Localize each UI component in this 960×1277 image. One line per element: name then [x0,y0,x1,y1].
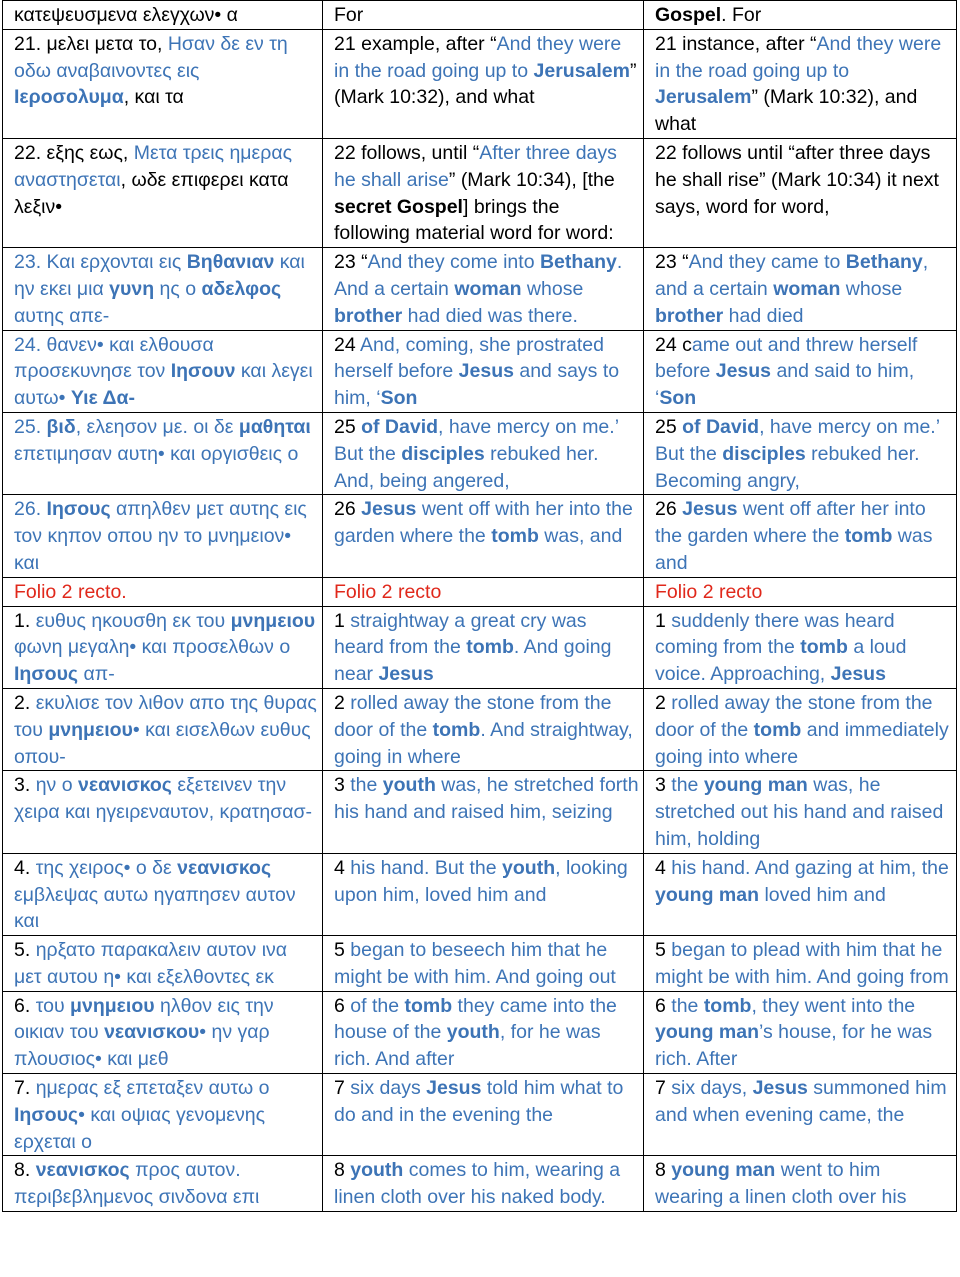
text-segment: tomb [404,994,453,1017]
text-segment: tomb [466,636,514,659]
text-segment: Folio 2 recto. [14,580,127,603]
text-segment: 6 [655,994,672,1017]
text-segment: For [334,4,364,26]
greek-text-cell [3,853,323,935]
text-segment: ” (Mark 10:34), [the [448,168,615,191]
text-segment: 26. [14,498,47,521]
text-segment: ’s house, for he was rich. After [655,1021,933,1071]
text-segment: επετιμησαν αυτη• και οργισθεις ο [14,442,299,465]
text-segment: ame out and threw herself before [655,333,918,383]
text-segment: disciples [722,442,806,465]
text-segment: του [35,994,71,1017]
text-segment: Βηθανιαν [186,251,275,274]
text-segment: rolled away the stone from the door of the [655,691,933,741]
text-segment: secret Gospel [334,195,463,218]
text-segment: brother [334,304,403,327]
text-segment: And they come into [367,251,540,274]
text-segment: 6. [14,994,36,1017]
translation-a-cell [323,853,644,935]
text-segment: 2 [655,691,672,714]
text-segment: ] brings the following material word for word: [334,195,614,245]
text-segment: 5 [334,939,351,962]
table-row [3,1074,957,1156]
text-segment: Jesus [426,1077,482,1100]
text-segment: had died was there. [402,304,578,327]
text-segment: young man [671,1159,776,1182]
text-segment: μνημειου [70,994,155,1017]
text-segment: they came into the house of the [334,994,617,1044]
translation-a-cell [323,991,644,1073]
text-segment: 8 [655,1159,672,1182]
text-segment: 21 example, after “ [334,32,497,55]
text-segment: ηλθον εις την οικιαν του [14,994,274,1044]
text-segment: φωνη μεγαλη• και προσελθων ο [14,636,291,659]
text-segment: was, and [538,525,623,548]
text-segment: whose [840,277,903,300]
text-segment: rebuked her. And, being angered, [334,442,599,492]
text-segment: 2. [14,691,36,714]
text-segment: six days, [671,1077,753,1100]
text-segment: And they came to [688,251,846,274]
text-segment: woman [454,277,522,300]
text-segment: tomb [844,525,893,548]
text-segment: his hand. But the [350,856,503,879]
text-segment: εκυλισε τον λιθον απο της θυρας του [14,691,317,741]
translation-b-cell [644,412,957,494]
text-segment: 21. μελει μετα το, [14,32,168,55]
text-segment: a loud voice. Approaching, [655,636,907,686]
text-segment: ην ο [35,774,78,797]
text-segment: , have mercy on me.’ But the [334,415,619,465]
greek-text-cell [3,771,323,853]
text-segment: νεανισκος [177,856,272,879]
text-segment: και λεγει αυτω• [14,360,313,410]
text-segment: went off with her into the garden where the [334,498,633,548]
translation-b-cell [644,606,957,688]
translation-a-cell [323,1,644,30]
text-segment: . And straightway, going in where [334,718,633,768]
text-segment: woman [773,277,841,300]
text-segment: , for he was rich. And after [334,1021,601,1071]
greek-text-cell [3,29,323,138]
text-segment: his hand. And gazing at him, the [671,856,949,879]
text-segment: Ιησους [14,663,79,686]
text-segment: και ην εκει μια [14,251,305,300]
translation-a-cell [323,1074,644,1156]
text-segment: 5. [14,939,36,962]
text-segment: μνημειου [230,609,316,632]
text-segment: Jesus [752,1077,808,1100]
text-segment: 23. Και ερχονται εις [14,251,187,274]
text-segment: 22. εξης εως, [14,141,134,164]
text-segment: 23 “ [334,251,368,274]
text-segment: . For [721,4,762,26]
text-segment: μνημειου [48,718,133,741]
text-segment: tomb [432,718,481,741]
text-segment: αυτης απε- [14,304,110,327]
greek-text-cell [3,1074,323,1156]
text-segment: 23 “ [655,251,689,274]
text-segment: brother [655,304,724,327]
text-segment: ης ο [154,277,202,300]
text-segment: Son [380,387,418,410]
translation-a-cell [323,688,644,770]
text-segment: 21 instance, after “ [655,32,817,55]
text-segment: Ιεροσολυμα [14,86,124,109]
greek-text-cell [3,606,323,688]
greek-text-cell [3,412,323,494]
text-segment: 22 follows until “after three days he shall rise” (Mark 10:34) it next says, word for word, [655,141,939,218]
translation-a-cell [323,936,644,992]
text-segment: the [671,774,704,797]
text-segment: 4 [655,856,672,879]
text-segment: After three days he shall arise [334,141,617,191]
translation-b-cell [644,495,957,577]
text-segment: six days [350,1077,427,1100]
translation-b-cell [644,330,957,412]
text-segment: Ιησουν [170,360,236,383]
text-segment: 25 [655,415,683,438]
text-segment: 5 [655,939,672,962]
text-segment: told him what to do and in the evening the [334,1077,624,1126]
text-segment: And they were in the road going up to [655,32,942,82]
text-segment: 25. [14,415,47,438]
text-segment: Υιε Δα- [70,387,135,410]
greek-text-cell [3,495,323,577]
text-segment: 7. [14,1077,36,1100]
text-segment: της χειρος• ο δε [35,856,178,879]
greek-text-cell [3,1156,323,1212]
text-segment: youth [382,774,436,797]
text-segment: νεανισκου [104,1021,200,1044]
text-segment: tomb [703,994,752,1017]
translation-b-cell [644,1074,957,1156]
text-segment: 3 [334,774,351,797]
table-row [3,248,957,330]
text-segment: ” (Mark 10:32), and what [655,86,918,136]
text-segment: Folio 2 recto [334,580,442,603]
translation-b-cell [644,1,957,30]
text-segment: suddenly there was heard coming from the [655,609,895,659]
greek-text-cell [3,330,323,412]
text-segment: Bethany [845,251,923,274]
text-segment: , ελεησον με. οι δε [75,415,239,438]
translation-b-cell [644,1156,957,1212]
table-row [3,1156,957,1212]
text-segment: . And going near [334,636,612,686]
text-segment: νεανισκος [77,774,172,797]
text-segment: And they were in the road going up to [334,32,622,82]
text-segment: • και οψιας γενομενης ερχεται ο [14,1103,265,1153]
text-segment: 1. [14,609,36,632]
text-segment: 6 [334,994,351,1017]
text-segment: loved him and [759,883,886,906]
table-row [3,606,957,688]
text-segment: and said to him, ‘ [655,360,915,410]
table-row [3,1,957,30]
text-segment: κατεψευσμενα ελεγχων• α [14,4,238,26]
text-segment: of David [682,415,760,438]
translation-a-cell [323,1156,644,1212]
text-segment: 7 [334,1077,351,1100]
text-segment: 1 [655,609,672,632]
text-segment: was, he stretched out his hand and raised him, holding [655,774,944,850]
table-row [3,577,957,606]
text-segment: Jesus [378,663,434,686]
text-segment: and says to him, ‘ [334,360,620,410]
text-segment: of the [350,994,405,1017]
table-row [3,138,957,247]
text-segment: 4 [334,856,351,879]
translation-b-cell [644,29,957,138]
text-segment: had died [723,304,804,327]
text-segment: tomb [800,636,848,659]
greek-text-cell [3,688,323,770]
text-segment: rolled away the stone from the door of the [334,691,612,741]
text-segment: went off after her into the garden where the [655,498,926,548]
translation-a-cell [323,577,644,606]
text-segment: 3 [655,774,672,797]
text-segment: young man [655,1021,760,1044]
text-segment: and immediately going into where [655,718,949,768]
text-segment: And, coming, she prostrated herself before [334,333,604,383]
text-segment: μαθηται [238,415,311,438]
greek-text-cell [3,991,323,1073]
text-segment: εξετεινεν την χειρα και ηγειρεναυτον, κρατησασ- [14,774,313,824]
translation-b-cell [644,688,957,770]
text-segment: Jerusalem [533,59,630,82]
text-segment: comes to him, wearing a linen cloth over his naked body. [334,1159,621,1209]
text-segment: disciples [401,442,485,465]
text-segment: began to beseech him that he might be with him. And going out [334,939,616,988]
text-segment: 8 [334,1159,351,1182]
text-segment: 2 [334,691,351,714]
text-segment: 24 c [655,333,692,356]
text-segment: youth [350,1159,404,1182]
translation-a-cell [323,771,644,853]
table-row [3,853,957,935]
translation-a-cell [323,248,644,330]
translation-a-cell [323,606,644,688]
text-segment: προς αυτον. περιβεβλημενος σινδονα επι [14,1159,260,1209]
translation-b-cell [644,138,957,247]
text-segment: αδελφος [201,277,282,300]
text-segment: , looking upon him, loved him and [334,856,628,906]
text-segment: young man [703,774,808,797]
text-segment: , and a certain [655,251,929,300]
text-segment: summoned him and when evening came, the [655,1077,947,1126]
table-row [3,412,957,494]
text-segment: rebuked her. Becoming angry, [655,442,920,492]
translation-a-cell [323,495,644,577]
table-row [3,771,957,853]
text-segment: απηλθεν μετ αυτης εις τον κηπον οπου ην το μνημειον• και [14,498,307,574]
translation-a-cell [323,29,644,138]
text-segment: Jerusalem [655,86,752,109]
text-segment: εμβλεψας αυτω ηγαπησεν αυτον και [14,883,296,933]
text-segment: Folio 2 recto [655,580,763,603]
text-segment: , και τα [123,86,184,109]
translation-a-cell [323,138,644,247]
text-segment: 26 [334,498,362,521]
translation-a-cell [323,412,644,494]
comparison-table [2,0,957,1212]
text-segment: youth [502,856,556,879]
text-segment: Ιησους [46,498,111,521]
translation-b-cell [644,771,957,853]
text-segment: ” (Mark 10:32), and what [334,59,637,109]
translation-b-cell [644,853,957,935]
text-segment: 22 follows, until “ [334,141,480,164]
text-segment: 24. θανεν• και ελθουσα προσεκυνησε τον [14,333,214,383]
text-segment: went to him wearing a linen cloth over his [655,1159,907,1209]
table-row [3,495,957,577]
text-segment: βιδ [46,415,76,438]
translation-b-cell [644,991,957,1073]
text-segment: νεανισκος [35,1159,130,1182]
text-segment: ευθυς ηκουσθη εκ του [35,609,231,632]
greek-text-cell [3,138,323,247]
text-segment: straightway a great cry was heard from the [334,609,587,659]
greek-text-cell [3,577,323,606]
greek-text-cell [3,936,323,992]
text-segment: 25 [334,415,362,438]
text-segment: 1 [334,609,351,632]
table-row [3,330,957,412]
text-segment: 3. [14,774,36,797]
text-segment: , they went into the [751,994,916,1017]
translation-b-cell [644,577,957,606]
text-segment: tomb [491,525,539,548]
text-segment: • και εισελθων ευθυς οπου- [14,718,311,768]
table-row [3,688,957,770]
text-segment: of David [361,415,439,438]
text-segment: the [671,994,704,1017]
text-segment: γυνη [109,277,155,300]
translation-a-cell [323,330,644,412]
text-segment: Son [659,387,697,410]
text-segment: . And a certain [334,251,623,300]
text-segment: Jesus [682,498,738,521]
translation-b-cell [644,248,957,330]
text-segment: Jesus [830,663,886,686]
text-segment: tomb [753,718,802,741]
text-segment: young man [655,883,760,906]
table-body [3,1,957,1212]
text-segment: 8. [14,1159,36,1182]
text-segment: Jesus [361,498,417,521]
text-segment: Bethany [539,251,617,274]
text-segment: 7 [655,1077,672,1100]
text-segment: ηρξατο παρακαλειν αυτον ινα μετ αυτου η• και εξελθοντες εκ [14,939,288,988]
text-segment: the [350,774,383,797]
text-segment: Jesus [715,360,772,383]
text-segment: ημερας εξ επεταξεν αυτω ο [35,1077,270,1100]
text-segment: , have mercy on me.’ But the [655,415,940,465]
table-row [3,936,957,992]
text-segment: whose [521,277,584,300]
text-segment: was, he stretched forth his hand and raised him, seizing [334,774,639,824]
text-segment: Jesus [458,360,514,383]
text-segment: Ιησους [14,1103,79,1126]
translation-b-cell [644,936,957,992]
table-row [3,991,957,1073]
text-segment: • ην γαρ πλουσιος• και μεθ [14,1021,270,1071]
text-segment: 4. [14,856,36,879]
text-segment: was and [655,525,933,574]
text-segment: began to plead with him that he might be with him. And going from [655,939,949,988]
text-segment: Ησαν δε εν τη οδω αναβαινοντες εις [14,32,288,82]
greek-text-cell [3,248,323,330]
table-row [3,29,957,138]
text-segment: 26 [655,498,683,521]
text-segment: Μετα τρεις ημερας αναστησεται [14,141,292,191]
text-segment: youth [446,1021,500,1044]
text-segment: απ- [78,663,115,686]
text-segment: Gospel [655,4,722,26]
text-segment: 24 [334,333,361,356]
text-segment: , ωδε επιφερει κατα λεξιν• [14,168,289,218]
greek-text-cell [3,1,323,30]
